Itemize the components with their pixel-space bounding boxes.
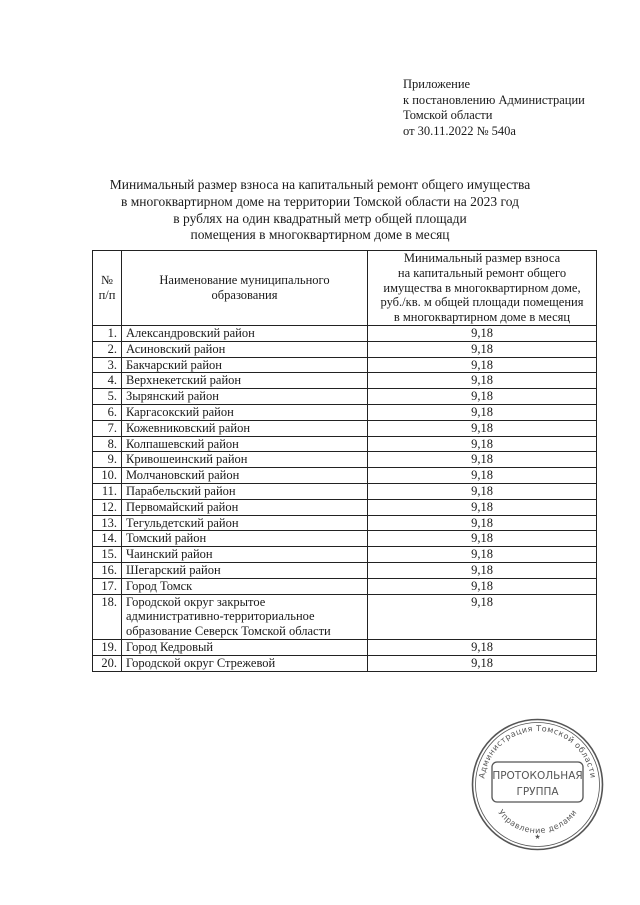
row-number: 19. bbox=[93, 639, 122, 655]
title-line: помещения в многоквартирном доме в месяц bbox=[190, 227, 450, 243]
row-number: 14. bbox=[93, 531, 122, 547]
table-row bbox=[93, 325, 597, 341]
row-number: 6. bbox=[93, 404, 122, 420]
row-municipality: Каргасокский район bbox=[122, 404, 368, 420]
row-municipality-line: образование Северск Томской области bbox=[126, 624, 331, 639]
stamp-ring-text-top: Администрация Томской области bbox=[477, 723, 598, 780]
table-row bbox=[93, 420, 597, 436]
table-row bbox=[93, 468, 597, 484]
header-rate-line: в многоквартирном доме в месяц bbox=[393, 310, 571, 325]
row-rate: 9,18 bbox=[368, 531, 597, 547]
header-rate-line: Минимальный размер взноса bbox=[403, 251, 561, 265]
row-number: 1. bbox=[93, 325, 122, 341]
row-municipality: Город Томск bbox=[122, 578, 368, 594]
row-number: 18. bbox=[93, 594, 122, 639]
header-municipality-line1: Наименование муниципального bbox=[159, 273, 330, 288]
stamp-ring-text-bottom: Управление делами bbox=[496, 807, 579, 836]
table-header-row bbox=[93, 251, 597, 326]
stamp-center-line2: ГРУППА bbox=[516, 786, 559, 798]
title-line: Минимальный размер взноса на капитальный ремонт общего имущества bbox=[109, 177, 531, 192]
row-rate: 9,18 bbox=[368, 594, 597, 639]
row-municipality: Томский район bbox=[122, 531, 368, 547]
row-rate: 9,18 bbox=[368, 655, 597, 671]
table-row bbox=[93, 483, 597, 499]
table-row bbox=[93, 357, 597, 373]
table-row bbox=[93, 389, 597, 405]
row-municipality: Шегарский район bbox=[122, 562, 368, 578]
appendix-line: от 30.11.2022 № 540а bbox=[403, 123, 516, 138]
table-row bbox=[93, 404, 597, 420]
table-row bbox=[93, 594, 597, 639]
row-number: 8. bbox=[93, 436, 122, 452]
star-icon: ★ bbox=[534, 833, 541, 841]
header-municipality bbox=[122, 251, 368, 326]
row-rate: 9,18 bbox=[368, 468, 597, 484]
appendix-line: к постановлению Администрации bbox=[403, 92, 585, 107]
row-rate: 9,18 bbox=[368, 499, 597, 515]
row-municipality: Бакчарский район bbox=[122, 357, 368, 373]
row-rate: 9,18 bbox=[368, 562, 597, 578]
row-rate: 9,18 bbox=[368, 325, 597, 341]
row-number: 3. bbox=[93, 357, 122, 373]
row-municipality: Александровский район bbox=[122, 325, 368, 341]
row-rate: 9,18 bbox=[368, 452, 597, 468]
table-row bbox=[93, 341, 597, 357]
row-rate: 9,18 bbox=[368, 389, 597, 405]
header-municipality-line2: образования bbox=[211, 287, 278, 302]
table-row bbox=[93, 639, 597, 655]
row-municipality: Парабельский район bbox=[122, 483, 368, 499]
table-row bbox=[93, 515, 597, 531]
title-line: в многоквартирном доме на территории Томской области на 2023 год bbox=[121, 193, 519, 209]
header-rate-line: на капитальный ремонт общего bbox=[397, 265, 567, 280]
row-number: 13. bbox=[93, 515, 122, 531]
row-rate: 9,18 bbox=[368, 420, 597, 436]
rates-table bbox=[92, 250, 597, 672]
document-title bbox=[60, 177, 580, 244]
row-number: 7. bbox=[93, 420, 122, 436]
stamp-center-line1: ПРОТОКОЛЬНАЯ bbox=[492, 770, 583, 782]
row-municipality: Асиновский район bbox=[122, 341, 368, 357]
title-line: в рублях на один квадратный метр общей площади bbox=[173, 210, 467, 226]
table-row bbox=[93, 373, 597, 389]
row-rate: 9,18 bbox=[368, 436, 597, 452]
header-number-line1: № bbox=[101, 273, 113, 288]
row-municipality: Кожевниковский район bbox=[122, 420, 368, 436]
row-rate: 9,18 bbox=[368, 547, 597, 563]
row-rate: 9,18 bbox=[368, 357, 597, 373]
row-municipality: Чаинский район bbox=[122, 547, 368, 563]
row-municipality-line: Городской округ закрытое bbox=[126, 594, 266, 609]
row-number: 9. bbox=[93, 452, 122, 468]
row-number: 11. bbox=[93, 483, 122, 499]
row-municipality: Колпашевский район bbox=[122, 436, 368, 452]
row-number: 10. bbox=[93, 468, 122, 484]
row-municipality: Тегульдетский район bbox=[122, 515, 368, 531]
row-municipality: Первомайский район bbox=[122, 499, 368, 515]
table-row bbox=[93, 547, 597, 563]
row-number: 15. bbox=[93, 547, 122, 563]
row-number: 12. bbox=[93, 499, 122, 515]
table-row bbox=[93, 655, 597, 671]
row-number: 17. bbox=[93, 578, 122, 594]
row-municipality-line: административно-территориальное bbox=[126, 609, 315, 624]
row-rate: 9,18 bbox=[368, 639, 597, 655]
row-number: 4. bbox=[93, 373, 122, 389]
row-rate: 9,18 bbox=[368, 404, 597, 420]
row-number: 20. bbox=[93, 655, 122, 671]
row-municipality: Город Кедровый bbox=[122, 639, 368, 655]
row-rate: 9,18 bbox=[368, 483, 597, 499]
row-municipality: Кривошеинский район bbox=[122, 452, 368, 468]
official-stamp bbox=[470, 717, 605, 852]
appendix-line: Приложение bbox=[403, 77, 471, 91]
row-municipality: Зырянский район bbox=[122, 389, 368, 405]
row-number: 16. bbox=[93, 562, 122, 578]
row-number: 2. bbox=[93, 341, 122, 357]
header-rate-line: руб./кв. м общей площади помещения bbox=[380, 295, 584, 310]
table-row bbox=[93, 452, 597, 468]
row-rate: 9,18 bbox=[368, 578, 597, 594]
row-municipality: Городской округ Стрежевой bbox=[122, 655, 368, 671]
row-number: 5. bbox=[93, 389, 122, 405]
header-number-line2: п/п bbox=[98, 287, 116, 302]
row-municipality: Верхнекетский район bbox=[122, 373, 368, 389]
row-rate: 9,18 bbox=[368, 515, 597, 531]
row-rate: 9,18 bbox=[368, 373, 597, 389]
appendix-line: Томской области bbox=[403, 108, 493, 122]
table-row bbox=[93, 562, 597, 578]
row-rate: 9,18 bbox=[368, 341, 597, 357]
table-row bbox=[93, 436, 597, 452]
row-municipality bbox=[122, 594, 368, 639]
header-rate-line: имущества в многоквартирном доме, bbox=[383, 280, 581, 295]
table-row bbox=[93, 578, 597, 594]
header-number bbox=[93, 251, 122, 326]
appendix-block bbox=[403, 77, 585, 139]
table-row bbox=[93, 499, 597, 515]
row-municipality: Молчановский район bbox=[122, 468, 368, 484]
table-row bbox=[93, 531, 597, 547]
header-rate bbox=[368, 251, 597, 326]
